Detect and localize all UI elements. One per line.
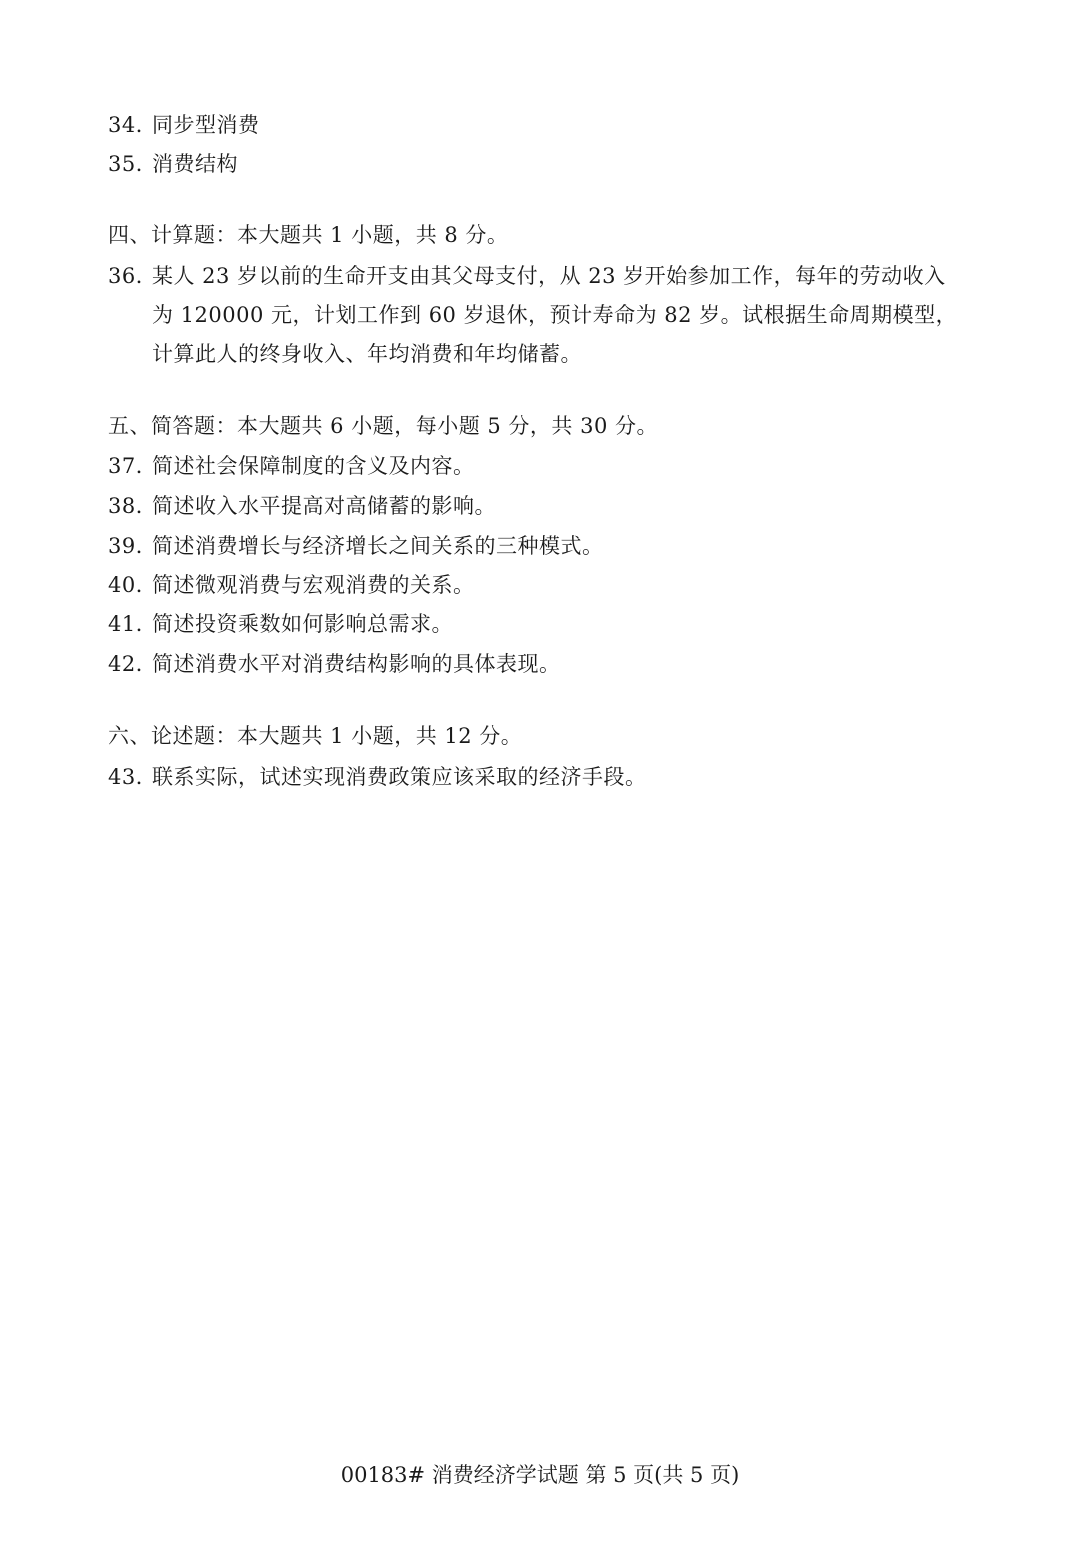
question-number: 42． (108, 652, 158, 676)
question-36-line-3: 计算此人的终身收入、年均消费和年均储蓄。 (152, 342, 582, 366)
question-40 (108, 570, 475, 600)
question-34 (108, 110, 260, 140)
question-39 (108, 531, 604, 561)
question-38 (108, 491, 496, 521)
question-text: 消费结构 (152, 152, 238, 176)
question-36-line-2: 为 120000 元，计划工作到 60 岁退休，预计寿命为 82 岁。试根据生命周期模型， (152, 303, 958, 327)
question-text: 简述投资乘数如何影响总需求。 (152, 612, 453, 636)
question-36 (108, 261, 946, 291)
question-41 (108, 609, 453, 639)
question-number: 41． (108, 612, 158, 636)
page-footer: 00183# 消费经济学试题 第 5 页(共 5 页) (340, 1463, 740, 1487)
question-text: 联系实际，试述实现消费政策应该采取的经济手段。 (152, 765, 647, 789)
question-text: 简述消费水平对消费结构影响的具体表现。 (152, 652, 561, 676)
question-37 (108, 451, 475, 481)
section-5-heading: 五、简答题：本大题共 6 小题，每小题 5 分，共 30 分。 (108, 414, 658, 438)
question-text: 简述微观消费与宏观消费的关系。 (152, 573, 475, 597)
question-number: 39． (108, 534, 158, 558)
question-number: 40． (108, 573, 158, 597)
question-text: 简述消费增长与经济增长之间关系的三种模式。 (152, 534, 604, 558)
section-6-heading: 六、论述题：本大题共 1 小题，共 12 分。 (108, 724, 523, 748)
question-number: 35． (108, 152, 158, 176)
question-42 (108, 649, 561, 679)
question-number: 37． (108, 454, 158, 478)
question-number: 43． (108, 765, 158, 789)
question-text: 简述收入水平提高对高储蓄的影响。 (152, 494, 496, 518)
question-text: 简述社会保障制度的含义及内容。 (152, 454, 475, 478)
question-43 (108, 762, 647, 792)
question-text: 同步型消费 (152, 113, 260, 137)
question-number: 36． (108, 264, 158, 288)
section-4-heading: 四、计算题：本大题共 1 小题，共 8 分。 (108, 223, 509, 247)
question-number: 38． (108, 494, 158, 518)
question-35 (108, 149, 238, 179)
question-number: 34． (108, 113, 158, 137)
question-text: 某人 23 岁以前的生命开支由其父母支付，从 23 岁开始参加工作，每年的劳动收入 (152, 264, 946, 288)
